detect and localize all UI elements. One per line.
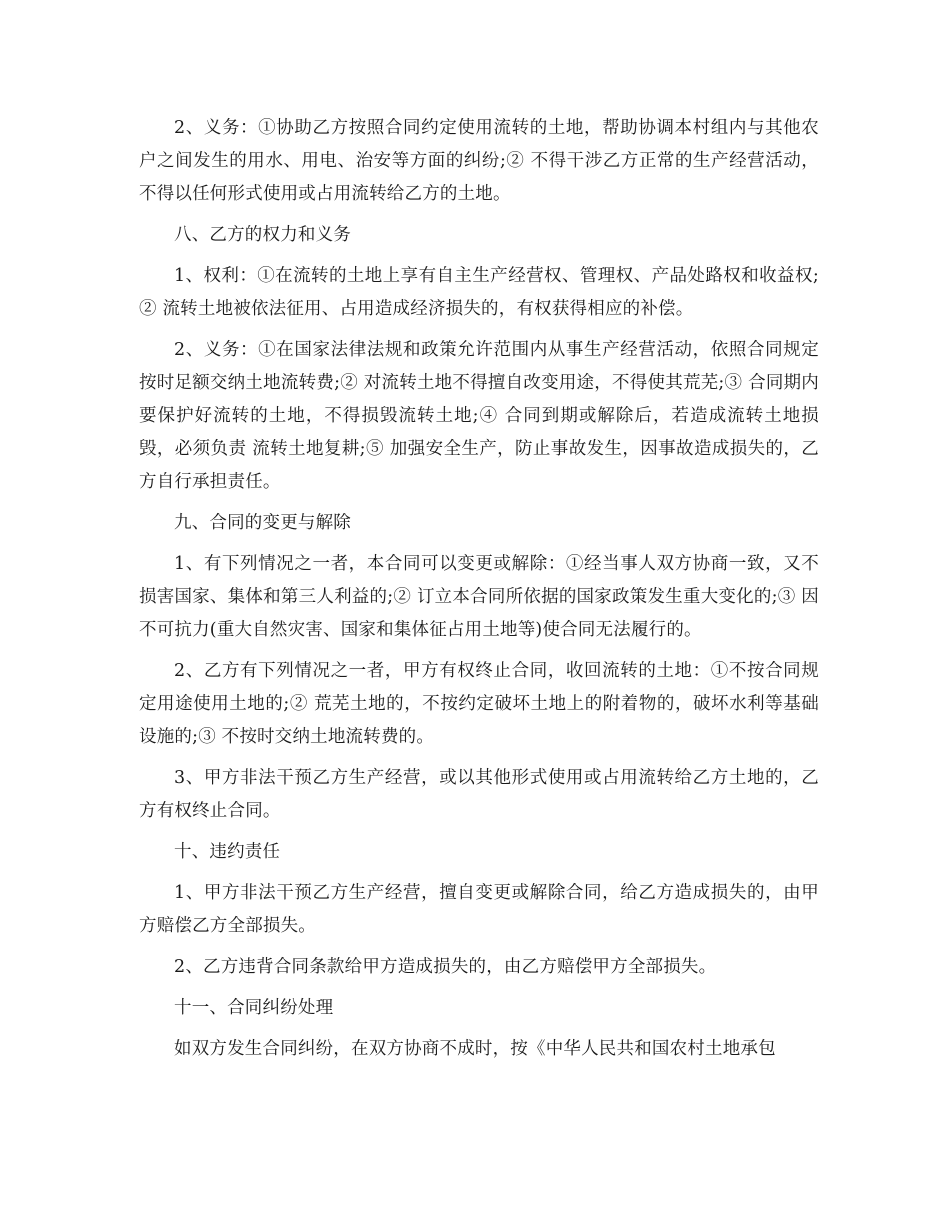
paragraph-liability-1: 1、甲方非法干预乙方生产经营，擅自变更或解除合同，给乙方造成损失的，由甲方赔偿乙方全部损失。: [139, 883, 819, 936]
paragraph-dispute-resolution: 如双方发生合同纠纷，在双方协商不成时，按《中华人民共和国农村土地承包: [174, 1039, 776, 1059]
paragraph-obligations-party-a: 2、义务：①协助乙方按照合同约定使用流转的土地，帮助协调本村组内与其他农户之间发生的用水、用电、治安等方面的纠纷;② 不得干涉乙方正常的生产经营活动，不得以任何形式使用或占用流转给乙方的土地。: [139, 118, 819, 204]
paragraph-change-termination-2: 2、乙方有下列情况之一者，甲方有权终止合同，收回流转的土地：①不按合同规定用途使用土地的;② 荒芜土地的，不按约定破坏土地上的附着物的，破坏水利等基础设施的;③ 不按时交纳土地流转费的。: [139, 661, 819, 747]
section-heading-9: 九、合同的变更与解除: [174, 513, 351, 533]
paragraph-change-termination-1: 1、有下列情况之一者，本合同可以变更或解除：①经当事人双方协商一致，又不损害国家、集体和第三人利益的;② 订立本合同所依据的国家政策发生重大变化的;③ 因不可抗力(重大自然灾害、国家和集体征占用土地等)使合同无法履行的。: [139, 554, 819, 640]
document-body: [139, 112, 819, 1074]
section-heading-8: 八、乙方的权力和义务: [174, 225, 351, 245]
paragraph-obligations-party-b: 2、义务：①在国家法律法规和政策允许范围内从事生产经营活动，依照合同规定按时足额交纳土地流转费;② 对流转土地不得擅自改变用途，不得使其荒芜;③ 合同期内要保护好流转的土地，不得损毁流转土地;④ 合同到期或解除后，若造成流转土地损毁，必须负责 流转土地复耕;⑤ 加强安全生产，防止事故发生，因事故造成损失的，乙方自行承担责任。: [139, 340, 819, 492]
paragraph-rights-party-b: 1、权利：①在流转的土地上享有自主生产经营权、管理权、产品处路权和收益权;② 流转土地被依法征用、占用造成经济损失的，有权获得相应的补偿。: [139, 266, 819, 319]
paragraph-liability-2: 2、乙方违背合同条款给甲方造成损失的，由乙方赔偿甲方全部损失。: [174, 957, 717, 977]
paragraph-change-termination-3: 3、甲方非法干预乙方生产经营，或以其他形式使用或占用流转给乙方土地的，乙方有权终止合同。: [139, 768, 819, 821]
section-heading-10: 十、违约责任: [174, 842, 281, 862]
section-heading-11: 十一、合同纠纷处理: [174, 998, 334, 1018]
